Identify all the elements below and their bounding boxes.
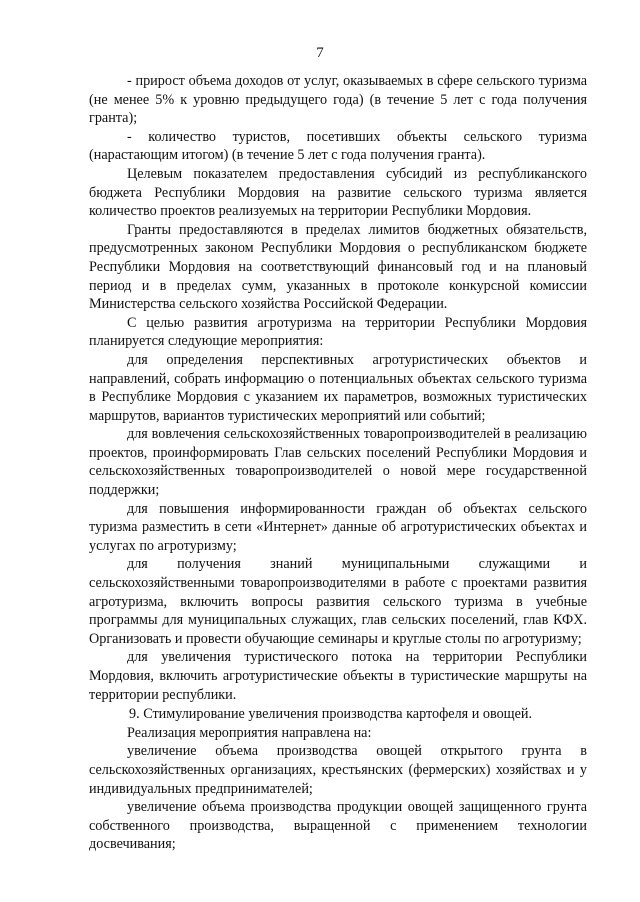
paragraph-agrotourism-plan: С целью развития агротуризма на территории Республики Мордовия планируется следующие мероприятия: <box>89 314 587 350</box>
paragraph-greenhouse-vegetables: увеличение объема производства продукции овощей защищенного грунта собственного производства, выращенной с применением технологии досвечивания; <box>89 799 587 853</box>
paragraph-measure-tourist-flow: для увеличения туристического потока на территории Республики Мордовия, включить агротуристические объекты в туристические маршруты на территории республики. <box>89 649 587 703</box>
paragraph-tourist-count: - количество туристов, посетивших объекты сельского туризма (нарастающим итогом) (в течение 5 лет с года получения гранта). <box>89 128 587 164</box>
page-number: 7 <box>316 45 324 61</box>
paragraph-measure-inform-citizens: для повышения информированности граждан об объектах сельского туризма разместить в сети «Интернет» данные об агротуристических объектах и услугах по агротуризму; <box>89 500 587 554</box>
section-heading-potatoes-vegetables: 9. Стимулирование увеличения производства картофеля и овощей. <box>129 706 533 723</box>
paragraph-grants-limits: Гранты предоставляются в пределах лимитов бюджетных обязательств, предусмотренных законом Республики Мордовия о республиканском бюджете Республики Мордовия на соответствующий финансовый год и на плановый период и в пределах сумм, указанных в протоколе конкурсной комиссии Министерства сельского хозяйства Российской Федерации. <box>89 221 587 313</box>
paragraph-measure-aimed-at: Реализация мероприятия направлена на: <box>127 724 372 741</box>
paragraph-measure-involve-producers: для вовлечения сельскохозяйственных товаропроизводителей в реализацию проектов, проинформировать Глав сельских поселений Республики Мордовия и сельскохозяйственных товаропроизводителей о новой мере государственной поддержки; <box>89 426 587 499</box>
paragraph-measure-training: для получения знаний муниципальными служащими и сельскохозяйственными товаропроизводителями в работе с проектами развития агротуризма, включить вопросы развития сельского туризма в учебные программы для муниципальных служащих, глав сельских поселений, глав КФХ. Организовать и провести обучающие семинары и круглые столы по агротуризму; <box>89 556 587 647</box>
paragraph-open-ground-vegetables: увеличение объема производства овощей открытого грунта в сельскохозяйственных организациях, крестьянских (фермерских) хозяйствах и у индивидуальных предпринимателей; <box>89 743 587 797</box>
paragraph-measure-identify-objects: для определения перспективных агротуристических объектов и направлений, собрать информацию о потенциальных объектах сельского туризма в Республике Мордовия с указанием их параметров, возможных туристических маршрутов, вариантов туристических мероприятий или событий; <box>89 351 587 424</box>
paragraph-target-indicator: Целевым показателем предоставления субсидий из республиканского бюджета Республики Мордовия на развитие сельского туризма является количество проектов реализуемых на территории Республики Мордовия. <box>89 165 587 220</box>
document-body <box>89 72 587 854</box>
paragraph-income-growth: - прирост объема доходов от услуг, оказываемых в сфере сельского туризма (не менее 5% к уровню предыдущего года) (в течение 5 лет с года получения гранта); <box>89 73 587 127</box>
